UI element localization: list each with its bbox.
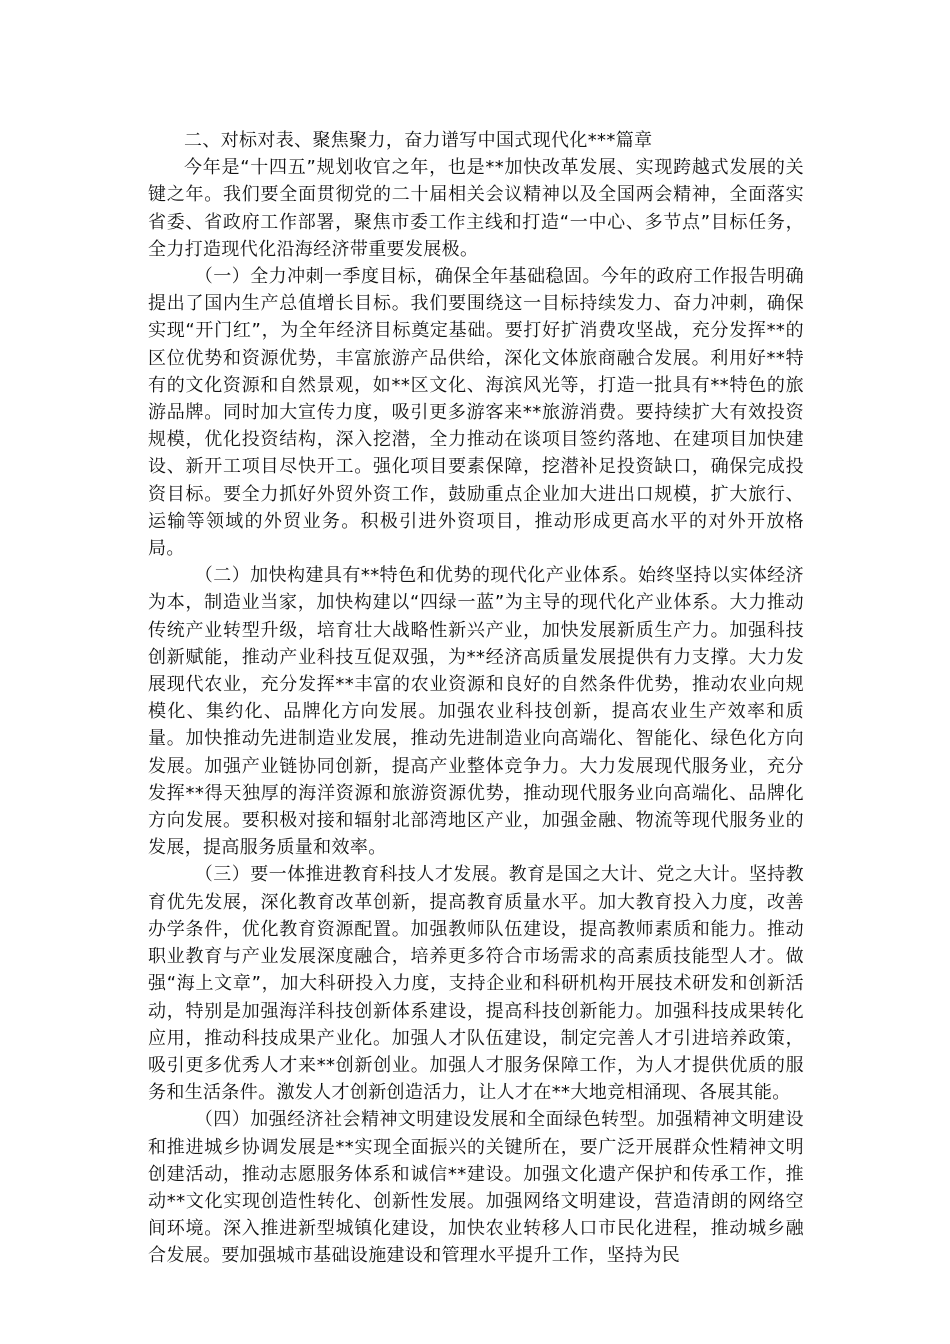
section-heading: 二、对标对表、聚焦聚力，奋力谱写中国式现代化***篇章 (184, 130, 653, 151)
section-3-paragraph: （三）要一体推进教育科技人才发展。教育是国之大计、党之大计。坚持教育优先发展，深化教育改革创新，提高教育质量水平。加大教育投入力度，改善办学条件，优化教育资源配置。加强教师队伍建设，提高教师素质和能力。推动职业教育与产业发展深度融合，培养更多符合市场需求的高素质技能型人才。做强“海上文章”，加大科研投入力度，支持企业和科研机构开展技术研发和创新活动，特别是加强海洋科技创新体系建设，提高科技创新能力。加强科技成果转化应用，推动科技成果产业化。加强人才队伍建设，制定完善人才引进培养政策，吸引更多优秀人才来**创新创业。加强人才服务保障工作，为人才提供优质的服务和生活条件。激发人才创新创造活力，让人才在**大地竞相涌现、各展其能。 (148, 864, 804, 1104)
section-2-paragraph: （二）加快构建具有**特色和优势的现代化产业体系。始终坚持以实体经济为本，制造业当家，加快构建以“四绿一蓝”为主导的现代化产业体系。大力推动传统产业转型升级，培育壮大战略性新兴产业，加快发展新质生产力。加强科技创新赋能，推动产业科技互促双强，为**经济高质量发展提供有力支撑。大力发展现代农业，充分发挥**丰富的农业资源和良好的自然条件优势，推动农业向规模化、集约化、品牌化方向发展。加强农业科技创新，提高农业生产效率和质量。加快推动先进制造业发展，推动先进制造业向高端化、智能化、绿色化方向发展。加强产业链协同创新，提高产业整体竞争力。大力发展现代服务业，充分发挥**得天独厚的海洋资源和旅游资源优势，推动现代服务业向高端化、品牌化方向发展。要积极对接和辐射北部湾地区产业，加强金融、物流等现代服务业的发展，提高服务质量和效率。 (148, 565, 804, 859)
intro-paragraph: 今年是“十四五”规划收官之年，也是**加快改革发展、实现跨越式发展的关键之年。我们要全面贯彻党的二十届相关会议精神以及全国两会精神，全面落实省委、省政府工作部署，聚焦市委工作主线和打造“一中心、多节点”目标任务，全力打造现代化沿海经济带重要发展极。 (148, 157, 804, 260)
section-1-paragraph: （一）全力冲刺一季度目标，确保全年基础稳固。今年的政府工作报告明确提出了国内生产总值增长目标。我们要围绕这一目标持续发力、奋力冲刺，确保实现“开门红”，为全年经济目标奠定基础。要打好扩消费攻坚战，充分发挥**的区位优势和资源优势，丰富旅游产品供给，深化文体旅商融合发展。利用好**特有的文化资源和自然景观，如**区文化、海滨风光等，打造一批具有**特色的旅游品牌。同时加大宣传力度，吸引更多游客来**旅游消费。要持续扩大有效投资规模，优化投资结构，深入挖潜，全力推动在谈项目签约落地、在建项目加快建设、新开工项目尽快开工。强化项目要素保障，挖潜补足投资缺口，确保完成投资目标。要全力抓好外贸外资工作，鼓励重点企业加大进出口规模，扩大旅行、运输等领域的外贸业务。积极引进外资项目，推动形成更高水平的对外开放格局。 (148, 266, 804, 560)
document-body (148, 127, 804, 1270)
section-4-paragraph: （四）加强经济社会精神文明建设发展和全面绿色转型。加强精神文明建设和推进城乡协调发展是**实现全面振兴的关键所在，要广泛开展群众性精神文明创建活动，推动志愿服务体系和诚信**建设。加强文化遗产保护和传承工作，推动**文化实现创造性转化、创新性发展。加强网络文明建设，营造清朗的网络空间环境。深入推进新型城镇化建设，加快农业转移人口市民化进程，推动城乡融合发展。要加强城市基础设施建设和管理水平提升工作，坚持为民 (148, 1109, 804, 1267)
